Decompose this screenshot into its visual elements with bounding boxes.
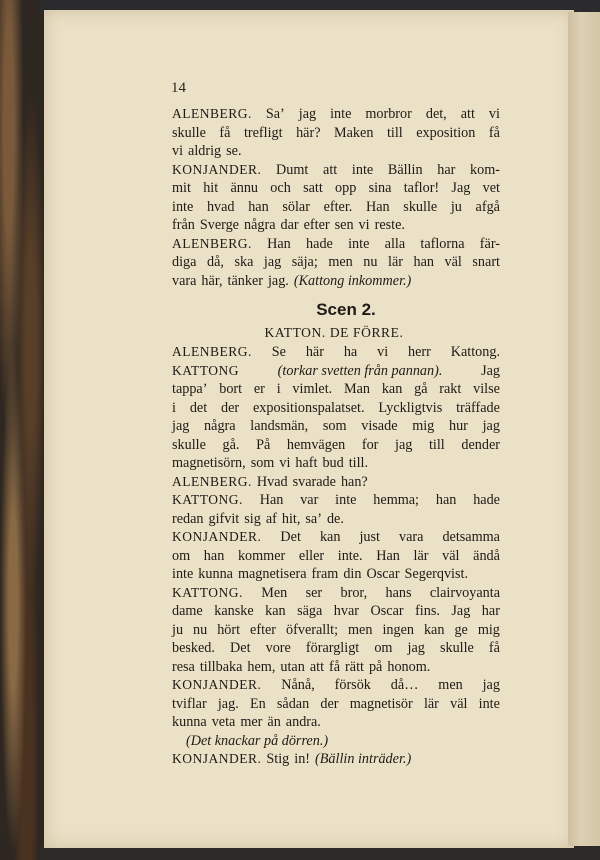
word: han (248, 198, 269, 215)
word: ingen (382, 621, 414, 638)
word: der (221, 399, 240, 416)
word: de. (326, 510, 344, 527)
word: honom. (387, 658, 431, 675)
word: ju (450, 198, 462, 215)
word: till (386, 124, 403, 141)
speaker-name: ALENBERG. (172, 473, 252, 489)
word: hur (448, 418, 468, 434)
word: magnetisör (349, 695, 413, 712)
word: sig (244, 510, 261, 527)
word: få (219, 124, 231, 141)
word: mer (240, 714, 263, 730)
word: mig (477, 621, 500, 638)
word: skulle (403, 198, 438, 215)
word: nu (193, 621, 208, 638)
text-line (172, 179, 500, 198)
word: vara (172, 272, 197, 289)
word: herr (408, 344, 431, 360)
word: efter (303, 217, 330, 233)
speaker-name: KONJANDER. (172, 751, 262, 766)
word: kunna (198, 566, 233, 582)
word: i (276, 381, 281, 397)
word: af (265, 510, 277, 527)
word: förargligt (305, 640, 360, 656)
word: rakt (439, 381, 462, 397)
word: Oscar (370, 603, 404, 619)
word: inte (478, 695, 500, 712)
word: sina (368, 180, 392, 196)
text-line (172, 695, 500, 714)
word: Men (261, 584, 288, 601)
text-line (172, 198, 500, 217)
word: ser (305, 584, 323, 601)
word: få (488, 640, 500, 656)
word: vara (399, 529, 424, 545)
text-line (172, 565, 500, 584)
word: kan (423, 621, 445, 638)
word: alla (384, 235, 406, 252)
word: jag (482, 418, 500, 434)
word: svarade (292, 473, 336, 490)
word: få (488, 124, 500, 141)
text-line (172, 235, 500, 254)
word: magnetisera (237, 566, 307, 582)
word: dame (172, 603, 203, 619)
word: detsamma (442, 529, 500, 545)
word: här, (201, 272, 223, 289)
word: väl (444, 254, 462, 270)
word: Man (344, 381, 371, 397)
word: har (437, 161, 456, 178)
word: kom- (470, 161, 500, 178)
text-line (172, 417, 500, 436)
word: ändå (473, 547, 500, 564)
text-line (172, 399, 500, 418)
speaker-name: KATTONG. (172, 492, 243, 507)
word: då… (390, 677, 419, 693)
word: opp (335, 180, 357, 196)
word: sa’ (305, 510, 322, 527)
book-cover-bottom (40, 846, 600, 860)
page-number: 14 (171, 80, 186, 96)
word: här (305, 344, 324, 360)
word: vet (482, 180, 500, 196)
word: han (435, 492, 457, 508)
word: till. (348, 455, 369, 471)
text-line (172, 473, 500, 492)
word: men (328, 254, 353, 270)
word: vi (279, 455, 291, 471)
word: som (322, 418, 347, 434)
word: på (368, 658, 383, 675)
word: der (320, 695, 339, 712)
word: att (323, 161, 338, 178)
word: det (189, 399, 208, 416)
word: Segerqvist. (404, 566, 468, 582)
word: hört (217, 621, 241, 638)
word: öfverallt; (286, 621, 339, 638)
word: besked. (172, 640, 215, 656)
word: vi (358, 217, 370, 233)
word: ska (234, 254, 254, 270)
word: mit (172, 180, 191, 196)
text-line (172, 639, 500, 658)
word: Det (230, 640, 251, 656)
text-line (172, 547, 500, 566)
text-line (172, 362, 500, 381)
word: Se (271, 344, 286, 360)
word: ge (454, 621, 468, 638)
word: skulle (172, 436, 206, 453)
page-text (172, 105, 500, 769)
word: men (348, 621, 373, 638)
word: som (250, 455, 275, 471)
text-line (172, 272, 500, 291)
word: vi (488, 106, 500, 122)
word: taflorna (420, 235, 465, 252)
word: bort (219, 381, 243, 397)
word: er (253, 381, 265, 397)
word: väl (442, 547, 460, 564)
word: eller (298, 547, 325, 564)
text-line (172, 491, 500, 510)
text-line (172, 142, 500, 161)
text-line (172, 658, 500, 677)
word: kan (319, 529, 341, 545)
word: hit (203, 180, 219, 196)
word: Kattong. (450, 344, 500, 360)
word: skulle (172, 124, 206, 141)
word: En (249, 695, 266, 712)
word: hit, (281, 510, 301, 527)
text-line (172, 161, 500, 180)
word: hans (385, 584, 412, 601)
word: På (256, 436, 271, 453)
word: expositionspalatset. (253, 399, 365, 416)
word: några (204, 418, 236, 434)
word: Jag (451, 180, 471, 196)
word: och (270, 180, 291, 196)
word: vore (265, 640, 291, 656)
word: tänker (227, 272, 263, 289)
word: dender (461, 436, 500, 453)
text-line (172, 713, 500, 732)
word: gå (414, 381, 428, 397)
word: Jag (451, 603, 471, 619)
text-line (172, 253, 500, 272)
text-line (172, 528, 500, 547)
word: morbror (365, 106, 412, 122)
word: rätt (345, 658, 364, 675)
word: taflor! (403, 180, 440, 196)
word: att (460, 106, 475, 122)
word: säga (297, 603, 323, 619)
scene-title: Scen 2. (316, 300, 376, 319)
word: få (329, 658, 341, 675)
word: det, (425, 106, 447, 122)
word: Bällin (387, 161, 423, 178)
scene-cast: KATTON. DE FÖRRE. (264, 325, 404, 340)
word: Hvad (256, 473, 288, 490)
stage-direction: (Kattong inkommer.) (293, 272, 412, 289)
word: redan (172, 510, 204, 527)
word: bud (322, 455, 344, 471)
book-cover-left (0, 0, 44, 860)
word: var (300, 492, 319, 508)
word: sölar (282, 198, 310, 215)
word: ha (343, 344, 358, 360)
word: Han (259, 492, 284, 508)
word: exposition (416, 124, 476, 141)
word: då, (206, 254, 224, 270)
speaker-name: ALENBERG. (172, 235, 252, 251)
word: Dumt (276, 161, 309, 178)
word: jag (263, 254, 282, 270)
word: inte (335, 492, 357, 508)
word: inte (172, 198, 194, 215)
word: mig (412, 418, 435, 434)
word: snart (472, 254, 500, 270)
word: jag (298, 106, 317, 122)
word: jag (482, 677, 500, 693)
word: hvar (333, 603, 360, 619)
word: har (481, 603, 500, 619)
word: Oscar (366, 566, 400, 582)
word: jag (172, 418, 190, 434)
word: bror, (340, 584, 368, 601)
word: om (374, 640, 393, 656)
speaker-name: KONJANDER. (172, 161, 262, 177)
word: Han (376, 547, 400, 564)
speaker-name: KATTONG (172, 362, 239, 378)
word: lär (423, 695, 439, 712)
word: sen (334, 217, 354, 233)
word: han? (340, 473, 368, 490)
word: inte. (337, 547, 363, 564)
word: fins. (415, 603, 440, 619)
word: inte (330, 106, 352, 122)
word: Jag (481, 362, 500, 379)
text-line (172, 621, 500, 640)
text-line (172, 343, 500, 362)
word: afgå (475, 198, 500, 215)
speaker-name: ALENBERG. (172, 106, 252, 121)
word: clairvoyanta (429, 584, 500, 601)
word: tviflar (172, 695, 207, 712)
word: försök (334, 677, 371, 693)
text-line (172, 676, 500, 695)
word: kommer (237, 547, 286, 564)
word: ju (172, 621, 184, 638)
word: Stig (266, 751, 290, 767)
text-line (172, 124, 500, 143)
word: träffade (456, 399, 500, 416)
word: Han (267, 235, 291, 252)
word: utan (280, 658, 305, 675)
facing-page-edge (568, 12, 600, 846)
word: dar (280, 217, 299, 233)
text-line (172, 750, 500, 769)
speaker-name: KONJANDER. (172, 677, 262, 692)
stage-direction: (torkar svetten från pannan). (277, 362, 443, 379)
word: om (172, 547, 191, 564)
word: sådan (276, 695, 310, 712)
word: lär (388, 254, 403, 270)
word: Sverge (199, 217, 239, 233)
word: visade (361, 418, 398, 434)
word: vimlet. (292, 381, 333, 397)
word: Sa’ (265, 106, 285, 122)
word: jag (407, 640, 425, 656)
word: väl (450, 695, 468, 712)
word: kanske (214, 603, 254, 619)
word: skulle (439, 640, 474, 656)
word: här? (296, 124, 321, 141)
word: tappa’ (172, 381, 208, 397)
word: Maken (334, 124, 374, 141)
word: hem, (247, 658, 276, 675)
word: inte (348, 235, 370, 252)
word: din (343, 566, 362, 582)
word: satt (303, 180, 323, 196)
word: han (413, 254, 434, 270)
word: men (438, 677, 463, 693)
word: fär- (479, 235, 500, 252)
word: jag (395, 436, 413, 453)
word: vi (377, 344, 389, 360)
word: diga (172, 254, 197, 270)
speaker-name: KONJANDER. (172, 529, 262, 544)
word: tillbaka (199, 658, 243, 675)
word: vi (172, 143, 184, 159)
word: jag. (267, 272, 289, 289)
word: inte (172, 566, 194, 582)
word: se. (226, 143, 242, 159)
word: kan (381, 381, 403, 397)
speaker-name: KATTONG. (172, 584, 243, 600)
word: hade (473, 492, 500, 508)
word: reste. (374, 217, 405, 233)
word: några (243, 217, 276, 233)
word: kan (265, 603, 286, 619)
word: for (361, 436, 379, 453)
word: efter. (323, 198, 353, 215)
word: lär (413, 547, 429, 564)
word: till (428, 436, 445, 453)
word: andra. (285, 714, 321, 730)
text-line (172, 380, 500, 399)
word: Lyckligtvis (378, 399, 443, 416)
word: jag. (217, 695, 239, 712)
word: trefligt (243, 124, 283, 141)
word: kunna (172, 714, 207, 730)
text-line (172, 454, 500, 473)
word: inte (351, 161, 374, 178)
word: från (172, 217, 195, 233)
word: veta (211, 714, 236, 730)
word: resa (172, 658, 195, 675)
word: än (267, 714, 281, 730)
word: ännu (230, 180, 259, 196)
stage-direction: (Bällin inträder.) (315, 751, 412, 767)
word: just (359, 529, 380, 545)
text-line (172, 436, 500, 455)
text-line (172, 732, 500, 751)
stage-direction: (Det knackar på dörren.) (186, 732, 329, 749)
text-line (172, 216, 500, 235)
word: vilse (473, 381, 500, 397)
word: haft (295, 455, 318, 471)
word: magnetisörn, (172, 455, 246, 471)
word: gifvit (208, 510, 240, 527)
word: gå. (222, 436, 240, 453)
word: Det (280, 529, 301, 545)
text-line (172, 584, 500, 603)
word: Nånå, (281, 677, 315, 693)
word: nu (363, 254, 378, 270)
word: hvad (206, 198, 235, 215)
word: att (309, 658, 325, 675)
text-line (172, 602, 500, 621)
word: fram (311, 566, 339, 582)
word: in! (294, 751, 311, 767)
word: i (172, 399, 176, 416)
word: han (203, 547, 225, 564)
word: hemvägen (286, 436, 346, 453)
speaker-name: ALENBERG. (172, 344, 252, 359)
word: aldrig (188, 143, 222, 159)
word: hemma; (373, 492, 419, 508)
word: efter (250, 621, 277, 638)
text-line (172, 105, 500, 124)
word: säja; (291, 254, 318, 270)
word: Han (366, 198, 390, 215)
word: landsmän, (250, 418, 309, 434)
word: hade (306, 235, 333, 252)
text-line (172, 510, 500, 529)
